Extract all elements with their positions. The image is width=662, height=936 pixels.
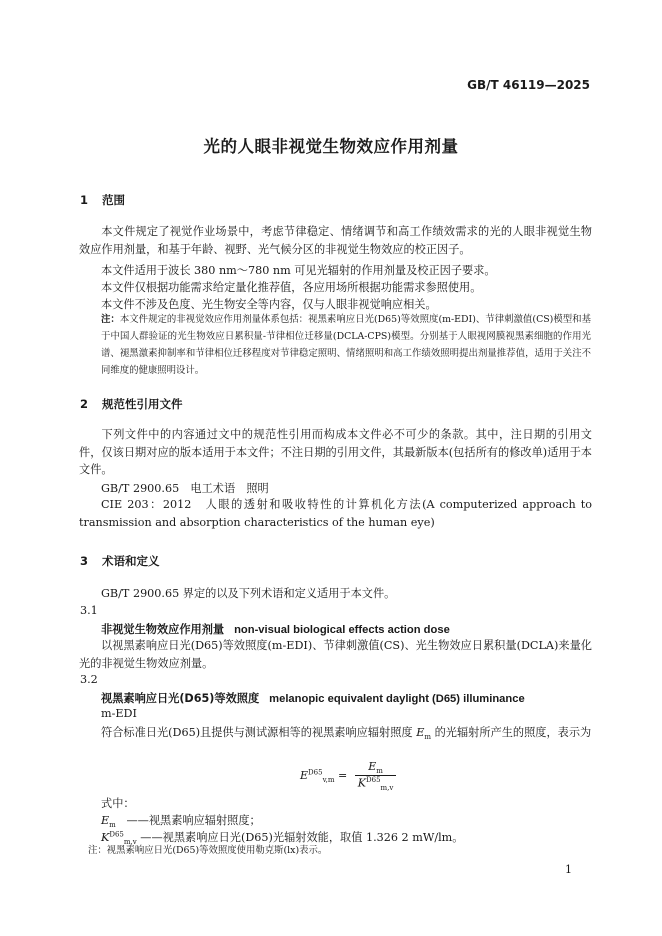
normative-paragraph xyxy=(79,426,592,479)
section-number: 3 xyxy=(80,554,89,568)
section-title: 范围 xyxy=(102,193,125,207)
term-3-1 xyxy=(101,621,450,637)
section-heading-scope xyxy=(80,192,125,208)
where-label: 式中： xyxy=(101,797,135,810)
reference-2-text: CIE 203：2012 人眼的透射和吸收特性的计算机化方法(A computerized approach to transmission and absorption characteristics of the human eye) xyxy=(79,498,592,529)
term-3-2-abbreviation: m-EDI xyxy=(101,707,137,720)
term-number-3-2: 3.2 xyxy=(80,673,98,686)
reference-1: GB/T 2900.65 电工术语 照明 xyxy=(101,482,269,495)
where-item-2-text: ——视黑素响应日光(D65)光辐射效能，取值 1.326 2 mW/lm。 xyxy=(140,831,464,844)
section-number: 1 xyxy=(80,193,89,207)
standard-code: GB/T 46119—2025 xyxy=(467,78,590,92)
scope-paragraph-3: 本文件仅根据功能需求给定量化推荐值，各应用场所根据功能需求参照使用。 xyxy=(101,281,482,294)
term-3-2-definition: 符合标准日光(D65)且提供与测试源相等的视黑素响应辐射照度 $E_m$ 的光辐射所产生的照度，表示为 xyxy=(101,726,592,742)
term-zh: 视黑素响应日光(D65)等效照度 xyxy=(101,692,260,705)
definition-text-b: 的光辐射所产生的照度，表示为 xyxy=(434,726,592,739)
note-label: 注： xyxy=(101,314,120,325)
scope-paragraph-1 xyxy=(79,223,592,258)
scope-paragraph-2: 本文件适用于波长 380 nm～780 nm 可见光辐射的作用剂量及校正因子要求。 xyxy=(101,264,496,277)
scope-text-1: 本文件规定了视觉作业场景中，考虑节律稳定、情绪调节和高工作绩效需求的光的人眼非视觉生物效应作用剂量，和基于年龄、视野、光气候分区的非视觉生物效应的校正因子。 xyxy=(79,225,592,256)
term-en: non-visual biological effects action dose xyxy=(234,624,450,636)
section-number: 2 xyxy=(80,397,89,411)
formula-lhs: $E^{D65}_{v,m}$ = xyxy=(300,768,348,785)
scope-paragraph-4: 本文件不涉及色度、光生物安全等内容，仅与人眼非视觉响应相关。 xyxy=(101,298,437,311)
symbol-e-mel: E xyxy=(416,726,425,739)
term-zh: 非视觉生物效应作用剂量 xyxy=(101,623,225,636)
document-title: 光的人眼非视觉生物效应作用剂量 xyxy=(203,137,459,156)
section-title: 规范性引用文件 xyxy=(102,397,183,411)
term-3-1-definition xyxy=(79,637,592,672)
reference-2 xyxy=(79,496,592,531)
definition-text-a: 符合标准日光(D65)且提供与测试源相等的视黑素响应辐射照度 xyxy=(101,726,413,739)
definition-text: 以视黑素响应日光(D65)等效照度(m-EDI)、节律刺激值(CS)、光生物效应日累积量(DCLA)来量化光的非视觉生物效应剂量。 xyxy=(79,639,592,670)
formula xyxy=(300,760,396,792)
terms-intro: GB/T 2900.65 界定的以及下列术语和定义适用于本文件。 xyxy=(101,587,396,600)
normative-text: 下列文件中的内容通过文中的规范性引用而构成本文件必不可少的条款。其中，注日期的引用文件，仅该日期对应的版本适用于本文件；不注日期的引用文件，其最新版本(包括所有的修改单)适用于本文件。 xyxy=(79,428,592,476)
term-number-3-1: 3.1 xyxy=(80,604,98,617)
formula-fraction: $\frac{E_m}{K^{D65}_{m,v}}$ xyxy=(355,760,397,792)
scope-note xyxy=(101,311,591,379)
where-item-2: $K^{D65}_{m,v}$ ——视黑素响应日光(D65)光辐射效能，取值 1.326 2 mW/lm。 xyxy=(101,830,464,847)
term-en: melanopic equivalent daylight (D65) illuminance xyxy=(269,693,525,705)
section-title: 术语和定义 xyxy=(102,554,160,568)
section-heading-terms xyxy=(80,553,160,569)
note-text: 本文件规定的非视觉效应作用剂量体系包括：视黑素响应日光(D65)等效照度(m-EDI)、节律刺激值(CS)模型和基于中国人群验证的光生物效应日累积量-节律相位迁移量(DCLA-CPS)模型。分别基于人眼视网膜视黑素细胞的作用光谱、褪黑激素抑制率和节律相位迁移程度对节律稳定照明、情绪照明和高工作绩效照明提出剂量推荐值，适用于关注不同维度的健康照明设计。 xyxy=(101,314,591,376)
page-number: 1 xyxy=(565,863,572,876)
section-heading-normative xyxy=(80,396,183,412)
where-item-1-text: ——视黑素响应辐射照度； xyxy=(126,814,261,827)
term-3-2-note: 注：视黑素响应日光(D65)等效照度使用勒克斯(lx)表示。 xyxy=(88,845,328,856)
term-3-2 xyxy=(101,690,525,706)
where-item-1: $E_m$ ——视黑素响应辐射照度； xyxy=(101,814,261,830)
